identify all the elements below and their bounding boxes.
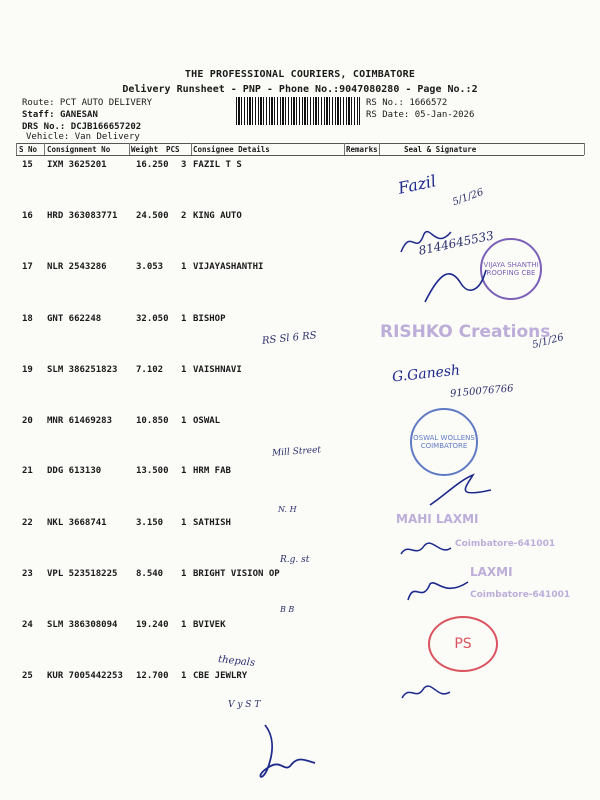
- signature-staff: [245, 715, 335, 790]
- row-weight: 32.050: [136, 314, 169, 324]
- row-consignee: BISHOP: [193, 314, 226, 324]
- signature-sathish: [396, 534, 456, 562]
- company-name: THE PROFESSIONAL COURIERS, COIMBATORE: [184, 69, 416, 80]
- stamp-rishko: RISHKO Creations: [380, 322, 551, 342]
- stamp-oswal: OSWAL WOLLENS COIMBATORE: [410, 408, 478, 476]
- signature-cbe-jewlry: [398, 678, 458, 706]
- signature-fazil: Fazil: [396, 171, 438, 198]
- header-rule-bottom: [16, 155, 584, 156]
- row-weight: 7.102: [136, 365, 164, 375]
- row-consignee: FAZIL T S: [193, 160, 242, 170]
- row-weight: 13.500: [136, 466, 169, 476]
- row-sno: 18: [22, 314, 33, 324]
- stamp-laxmi-address: Coimbatore-641001: [470, 590, 571, 600]
- handwritten-note-22: R.g. st: [280, 555, 310, 565]
- row-consignment: SLM 386251823: [47, 365, 118, 375]
- handwritten-phone: 8144645533: [417, 228, 495, 258]
- row-consignment: MNR 61469283: [47, 416, 113, 426]
- stamp-ps: PS: [428, 616, 498, 672]
- row-pcs: 1: [181, 518, 187, 528]
- row-weight: 19.240: [136, 620, 169, 630]
- handwritten-note-18: RS Sl 6 RS: [261, 330, 318, 347]
- col-consignment: Consignment No: [47, 145, 111, 154]
- row-consignee: VAISHNAVI: [193, 365, 242, 375]
- row-pcs: 1: [181, 620, 187, 630]
- barcode: [236, 97, 360, 125]
- row-weight: 3.053: [136, 262, 164, 272]
- row-weight: 24.500: [136, 211, 169, 221]
- col-divider: [584, 143, 585, 155]
- row-weight: 16.250: [136, 160, 169, 170]
- row-sno: 22: [22, 518, 33, 528]
- row-weight: 12.700: [136, 671, 169, 681]
- row-consignee: OSWAL: [193, 416, 221, 426]
- table-row: [0, 620, 600, 672]
- row-consignee: CBE JEWLRY: [193, 671, 248, 681]
- row-sno: 15: [22, 160, 33, 170]
- row-pcs: 1: [181, 314, 187, 324]
- handwritten-date-18: 5/1/26: [531, 332, 566, 351]
- col-divider: [129, 143, 130, 155]
- vehicle: Vehicle: Van Delivery: [26, 132, 140, 142]
- staff-label: Staff:: [22, 110, 55, 120]
- handwritten-phone-19: 9150076766: [449, 383, 514, 400]
- drs-value: DCJB166657202: [70, 122, 142, 132]
- stamp-vijaya-shanthi: VIJAYA SHANTHI ROOFING CBE: [480, 238, 542, 300]
- row-pcs: 1: [181, 365, 187, 375]
- row-consignee: VIJAYASHANTHI: [193, 262, 264, 272]
- row-consignment: DDG 613130: [47, 466, 102, 476]
- row-weight: 3.150: [136, 518, 164, 528]
- signature-vijayashanthi: [420, 262, 490, 308]
- col-weight: Weight: [131, 145, 159, 154]
- table-row: [0, 160, 600, 212]
- row-weight: 10.850: [136, 416, 169, 426]
- row-sno: 23: [22, 569, 33, 579]
- row-pcs: 1: [181, 569, 187, 579]
- rs-date: RS Date: 05-Jan-2026: [366, 110, 475, 120]
- row-pcs: 2: [181, 211, 187, 221]
- col-remarks: Remarks: [346, 145, 378, 154]
- staff: [22, 109, 98, 121]
- col-divider: [191, 143, 192, 155]
- row-sno: 19: [22, 365, 33, 375]
- row-consignment: SLM 386308094: [47, 620, 118, 630]
- col-seal-signature: Seal & Signature: [404, 145, 477, 154]
- handwritten-note-21: N. H: [278, 505, 297, 514]
- row-pcs: 1: [181, 416, 187, 426]
- row-pcs: 1: [181, 671, 187, 681]
- row-consignment: NLR 2543286: [47, 262, 107, 272]
- drs-label: DRS No.:: [22, 122, 66, 132]
- runsheet-title: Delivery Runsheet - PNP - Phone No.:9047080280 - Page No.:2: [122, 84, 478, 95]
- row-weight: 8.540: [136, 569, 164, 579]
- table-row: [0, 416, 600, 468]
- row-consignment: KUR 7005442253: [47, 671, 123, 681]
- stamp-mahi-laxmi: MAHI LAXMI: [396, 512, 479, 526]
- row-consignment: NKL 3668741: [47, 518, 107, 528]
- row-sno: 16: [22, 211, 33, 221]
- stamp-laxmi: LAXMI: [470, 565, 513, 579]
- row-consignee: BRIGHT VISION OP: [193, 569, 280, 579]
- handwritten-date: 5/1/26: [451, 186, 486, 209]
- col-divider: [44, 143, 45, 155]
- table-row: [0, 466, 600, 518]
- handwritten-note-24: thepals: [217, 654, 256, 669]
- signature-king-auto: [396, 222, 456, 262]
- route: Route: PCT AUTO DELIVERY: [22, 98, 153, 108]
- row-consignee: HRM FAB: [193, 466, 231, 476]
- row-pcs: 1: [181, 466, 187, 476]
- handwritten-note-20: Mill Street: [271, 445, 322, 459]
- row-pcs: 1: [181, 262, 187, 272]
- row-consignee: BVIVEK: [193, 620, 226, 630]
- signature-bright-vision: [404, 574, 474, 608]
- header-rule-top: [16, 143, 584, 144]
- row-consignment: HRD 363083771: [47, 211, 118, 221]
- row-sno: 24: [22, 620, 33, 630]
- row-consignment: GNT 662248: [47, 314, 102, 324]
- handwritten-note-25: V y S T: [228, 700, 261, 710]
- signature-oswal: [425, 470, 495, 510]
- row-consignee: KING AUTO: [193, 211, 242, 221]
- row-sno: 17: [22, 262, 33, 272]
- row-sno: 21: [22, 466, 33, 476]
- col-consignee: Consignee Details: [193, 145, 270, 154]
- row-consignee: SATHISH: [193, 518, 231, 528]
- handwritten-note-23: B B: [280, 605, 295, 614]
- row-sno: 25: [22, 671, 33, 681]
- col-pcs: PCS: [166, 145, 180, 154]
- rs-number: RS No.: 1666572: [366, 98, 448, 108]
- col-divider: [379, 143, 380, 155]
- col-sno: S No: [19, 145, 38, 154]
- row-sno: 20: [22, 416, 33, 426]
- col-divider: [344, 143, 345, 155]
- stamp-mahi-laxmi-address: Coimbatore-641001: [455, 539, 556, 549]
- row-consignment: IXM 3625201: [47, 160, 107, 170]
- staff-name: GANESAN: [59, 110, 98, 120]
- col-divider: [16, 143, 17, 155]
- row-pcs: 3: [181, 160, 187, 170]
- row-consignment: VPL 523518225: [47, 569, 118, 579]
- signature-vaishnavi: G.Ganesh: [391, 362, 461, 386]
